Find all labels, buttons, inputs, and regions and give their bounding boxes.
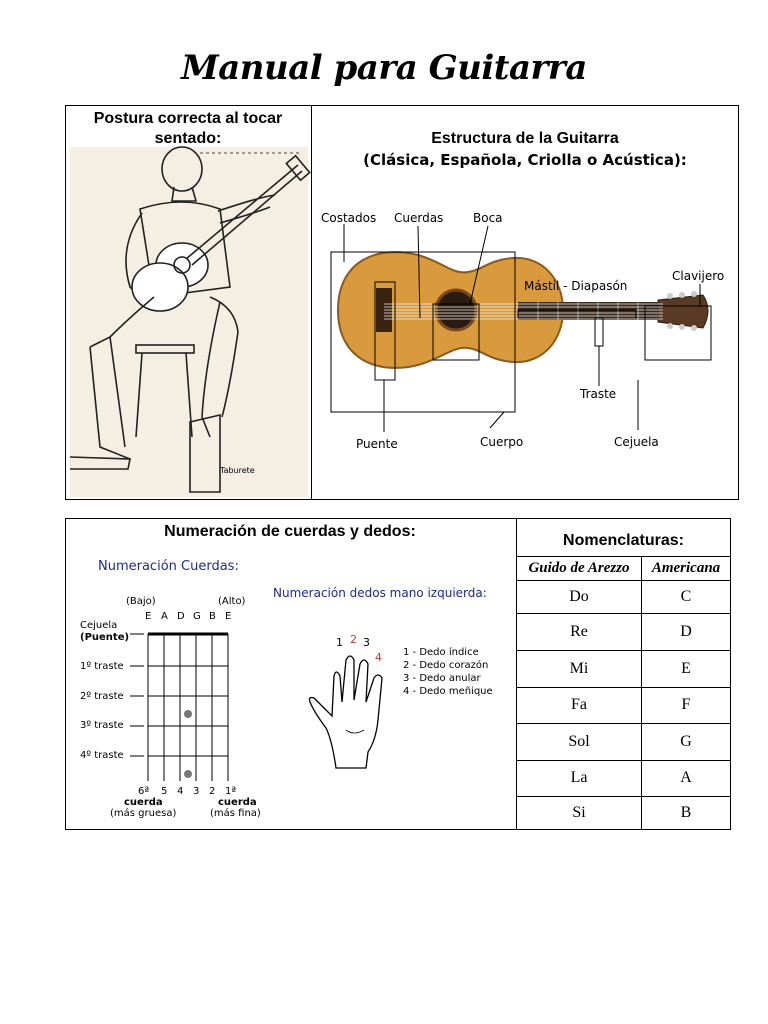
finger-mark-2: 2	[350, 633, 357, 646]
table-rule	[516, 580, 730, 581]
table-cell: E	[681, 660, 691, 677]
table-rule	[516, 760, 730, 761]
strings-title: Numeración Cuerdas:	[98, 559, 239, 574]
string-note: B	[209, 611, 216, 622]
label-puente: Puente	[356, 437, 398, 451]
nomenclature-heading: Nomenclaturas:	[563, 532, 684, 549]
document-title: Manual para Guitarra	[181, 48, 587, 88]
label-costados: Costados	[321, 211, 377, 225]
table-cell: F	[681, 696, 691, 713]
fret-label: 4º traste	[80, 750, 124, 761]
finger-legend-item: 3 - Dedo anular	[403, 673, 481, 684]
finger-mark-1: 1	[336, 636, 343, 649]
table-rule	[516, 796, 730, 797]
bajo-label: (Bajo)	[126, 596, 156, 607]
table-rule	[516, 650, 730, 651]
cuerda-low: cuerda	[124, 797, 163, 808]
fretboard-diagram	[128, 626, 238, 786]
table-cell: Do	[569, 588, 589, 605]
guitar-structure-diagram	[318, 200, 736, 460]
string-number: 1ª	[225, 786, 237, 797]
col-header-americana: Americana	[651, 560, 721, 576]
table-cell: Fa	[571, 696, 587, 713]
structure-heading: Estructura de la Guitarra	[431, 130, 619, 147]
string-number: 4	[177, 786, 184, 797]
string-number: 3	[193, 786, 200, 797]
cuerda-high-desc: (más fina)	[210, 808, 261, 819]
fingers-title: Numeración dedos mano izquierda:	[273, 586, 487, 600]
table-cell: Mi	[569, 660, 589, 677]
table-cell: Si	[572, 804, 586, 821]
label-mastil: Mástil - Diapasón	[524, 279, 628, 293]
cuerda-low-desc: (más gruesa)	[110, 808, 177, 819]
puente-label: (Puente)	[80, 632, 130, 643]
table-cell: A	[680, 769, 692, 786]
string-note: E	[145, 611, 152, 622]
finger-legend-item: 4 - Dedo meñique	[403, 686, 493, 697]
string-number: 2	[209, 786, 216, 797]
table-rule	[516, 613, 730, 614]
table-cell: D	[680, 623, 692, 640]
fret-label: 2º traste	[80, 691, 124, 702]
string-note: E	[225, 611, 232, 622]
label-cuerpo: Cuerpo	[480, 435, 524, 449]
string-note: D	[177, 611, 185, 622]
table-cell: Sol	[568, 733, 590, 750]
table-rule	[516, 687, 730, 688]
posture-heading: Postura correcta al tocar sentado:	[93, 110, 283, 147]
string-note: G	[193, 611, 201, 622]
table-cell: C	[680, 588, 692, 605]
finger-legend-item: 2 - Dedo corazón	[403, 660, 489, 671]
seated-posture-illustration	[70, 147, 308, 497]
table-cell: G	[680, 733, 692, 750]
table-cell: B	[680, 804, 692, 821]
structure-subheading: (Clásica, Española, Criolla o Acústica):	[363, 151, 687, 169]
finger-mark-4: 4	[375, 651, 382, 664]
fret-label: 1º traste	[80, 661, 124, 672]
table-rule	[516, 556, 730, 557]
table-cell: Re	[570, 623, 588, 640]
string-note: A	[161, 611, 168, 622]
cejuela-label: Cejuela	[80, 620, 118, 631]
label-cejuela: Cejuela	[614, 435, 659, 449]
table-cell: La	[570, 769, 588, 786]
label-boca: Boca	[473, 211, 503, 225]
table-rule	[516, 723, 730, 724]
fret-label: 3º traste	[80, 720, 124, 731]
strings-heading: Numeración de cuerdas y dedos:	[164, 523, 416, 540]
finger-mark-3: 3	[363, 636, 370, 649]
finger-legend-item: 1 - Dedo índice	[403, 647, 479, 658]
cuerda-high: cuerda	[218, 797, 257, 808]
string-number: 5	[161, 786, 168, 797]
string-number: 6ª	[138, 786, 150, 797]
col-header-arezzo: Guido de Arezzo	[528, 560, 630, 576]
label-traste: Traste	[580, 387, 617, 401]
left-hand-diagram	[306, 640, 396, 770]
alto-label: (Alto)	[218, 596, 246, 607]
stool-label: Taburete	[220, 466, 255, 475]
label-clavijero: Clavijero	[672, 269, 725, 283]
label-cuerdas: Cuerdas	[394, 211, 444, 225]
top-panel-divider	[311, 105, 312, 500]
